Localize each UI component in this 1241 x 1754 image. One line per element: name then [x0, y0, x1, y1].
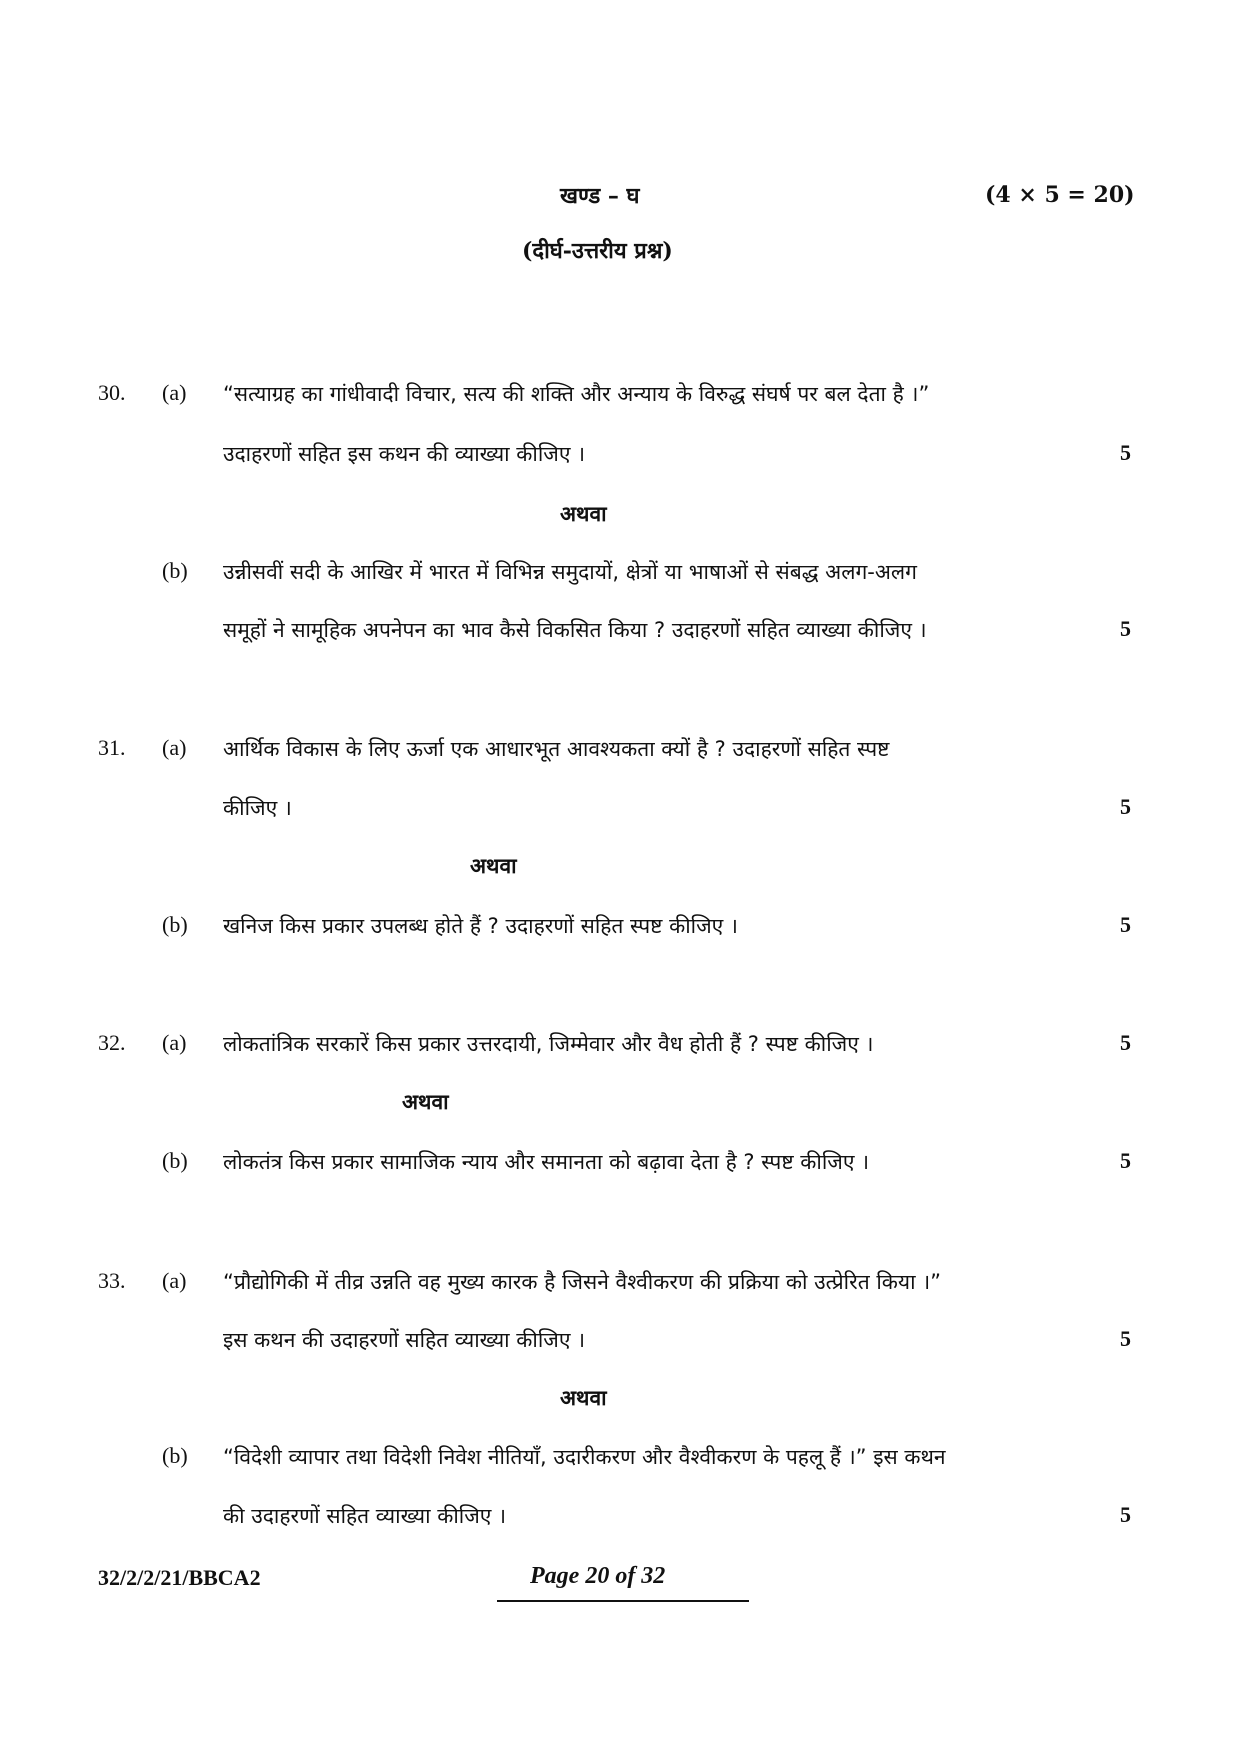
or-separator: अथवा: [402, 1090, 449, 1114]
or-separator: अथवा: [560, 502, 607, 526]
question-part-label: (b): [162, 1443, 188, 1468]
or-separator: अथवा: [470, 854, 517, 878]
section-marks-scheme: (4 × 5 = 20): [985, 182, 1135, 208]
question-text-line: की उदाहरणों सहित व्याख्या कीजिए ।: [223, 1504, 507, 1528]
question-part-label: (a): [162, 735, 187, 760]
section-subtitle: (दीर्घ-उत्तरीय प्रश्न): [522, 238, 673, 264]
question-part-label: (b): [162, 1148, 188, 1173]
or-separator: अथवा: [560, 1386, 607, 1410]
question-text-line: समूहों ने सामूहिक अपनेपन का भाव कैसे विकसित किया ? उदाहरणों सहित व्याख्या कीजिए ।: [223, 618, 927, 642]
paper-code: 32/2/2/21/BBCA2: [98, 1565, 261, 1590]
question-marks: 5: [1120, 1030, 1131, 1055]
question-text-line: “प्रौद्योगिकी में तीव्र उन्नति वह मुख्य कारक है जिसने वैश्वीकरण की प्रक्रिया को उत्प्रेरित किया ।”: [223, 1270, 942, 1294]
question-part-label: (b): [162, 558, 188, 583]
page-number-underline: [497, 1600, 749, 1602]
page-number: Page 20 of 32: [530, 1563, 666, 1589]
question-text-line: इस कथन की उदाहरणों सहित व्याख्या कीजिए ।: [223, 1328, 586, 1352]
question-part-label: (b): [162, 912, 188, 937]
question-part-label: (a): [162, 380, 187, 405]
question-marks: 5: [1120, 616, 1131, 641]
question-text-line: “विदेशी व्यापार तथा विदेशी निवेश नीतियाँ, उदारीकरण और वैश्वीकरण के पहलू हैं ।” इस कथन: [223, 1445, 946, 1469]
question-part-label: (a): [162, 1030, 187, 1055]
question-marks: 5: [1120, 440, 1131, 465]
question-text-line: आर्थिक विकास के लिए ऊर्जा एक आधारभूत आवश्यकता क्यों है ? उदाहरणों सहित स्पष्ट: [223, 737, 890, 761]
question-text-line: खनिज किस प्रकार उपलब्ध होते हैं ? उदाहरणों सहित स्पष्ट कीजिए ।: [223, 914, 738, 938]
question-number: 30.: [98, 380, 126, 405]
question-text-line: उन्नीसवीं सदी के आखिर में भारत में विभिन्न समुदायों, क्षेत्रों या भाषाओं से संबद्ध अलग-अलग: [223, 560, 917, 584]
section-title: खण्ड – घ: [560, 183, 640, 209]
question-number: 31.: [98, 735, 126, 760]
question-number: 33.: [98, 1268, 126, 1293]
question-text-line: लोकतांत्रिक सरकारें किस प्रकार उत्तरदायी, जिम्मेवार और वैध होती हैं ? स्पष्ट कीजिए ।: [223, 1032, 874, 1056]
question-text-line: कीजिए ।: [223, 796, 292, 820]
question-marks: 5: [1120, 1326, 1131, 1351]
question-marks: 5: [1120, 1502, 1131, 1527]
question-text-line: लोकतंत्र किस प्रकार सामाजिक न्याय और समानता को बढ़ावा देता है ? स्पष्ट कीजिए ।: [223, 1150, 870, 1174]
question-marks: 5: [1120, 1148, 1131, 1173]
question-number: 32.: [98, 1030, 126, 1055]
question-part-label: (a): [162, 1268, 187, 1293]
question-marks: 5: [1120, 912, 1131, 937]
question-marks: 5: [1120, 794, 1131, 819]
question-text-line: “सत्याग्रह का गांधीवादी विचार, सत्य की शक्ति और अन्याय के विरुद्ध संघर्ष पर बल देता है ।”: [223, 382, 930, 406]
question-text-line: उदाहरणों सहित इस कथन की व्याख्या कीजिए ।: [223, 442, 586, 466]
